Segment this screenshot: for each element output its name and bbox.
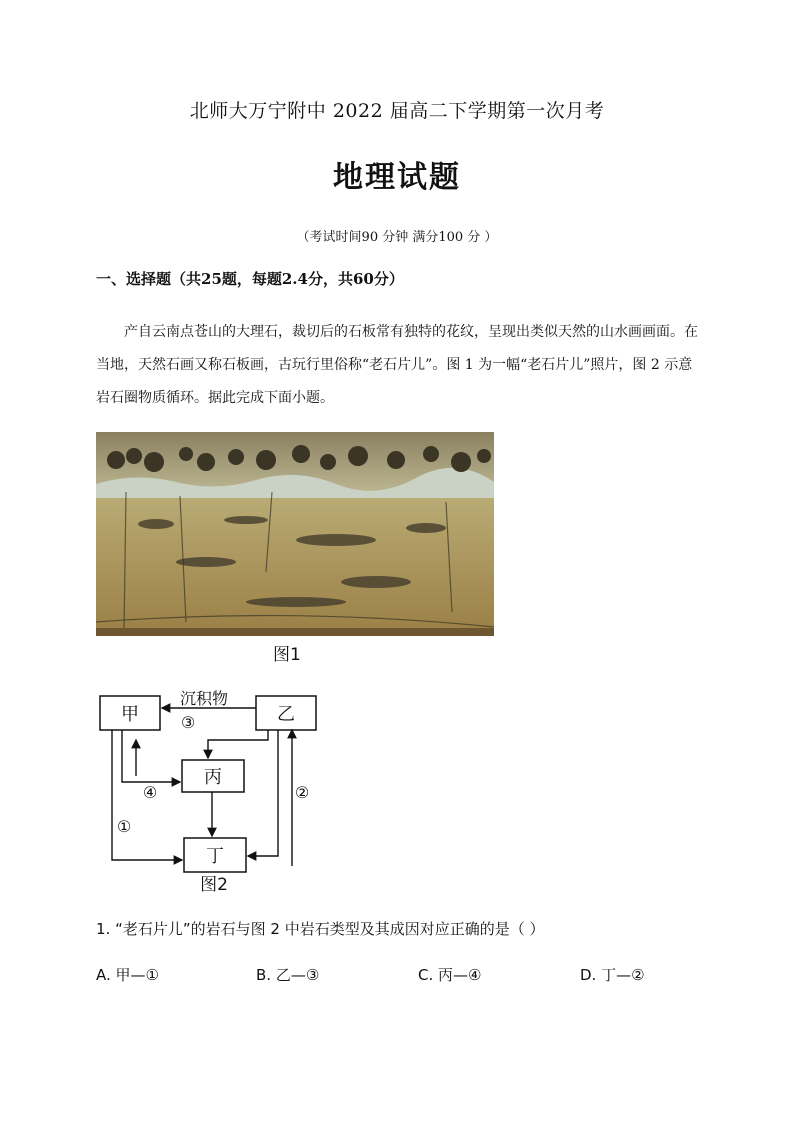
section-heading: 一、选择题（共25题，每题2.4分，共60分）: [96, 270, 404, 288]
node-yi-label: 乙: [277, 704, 295, 725]
exam-header: 北师大万宁附中 2022 届高二下学期第一次月考: [189, 100, 605, 122]
rock-cycle-diagram: [92, 684, 332, 894]
marble-stone-photo: [96, 432, 494, 636]
intro-paragraph: 产自云南点苍山的大理石，裁切后的石板常有独特的花纹，呈现出类似天然的山水画画面。在当地，天然石画又称石板画，古玩行里俗称“老石片儿”。图 1 为一幅“老石片儿”照片，图 2 示意岩石圈物质循环。据此完成下面小题。: [96, 324, 698, 406]
option-a[interactable]: A. 甲—①: [96, 966, 159, 984]
subject-title: 地理试题: [333, 160, 461, 195]
mark-4: ④: [142, 783, 158, 802]
node-ding-label: 丁: [206, 846, 224, 867]
mark-2: ②: [294, 783, 310, 802]
node-bing-label: 丙: [204, 767, 222, 788]
option-d[interactable]: D. 丁—②: [580, 966, 645, 984]
figure1-caption: 图1: [273, 645, 301, 665]
sediment-label: 沉积物: [179, 689, 229, 708]
question-1-stem: 1. “老石片儿”的岩石与图 2 中岩石类型及其成因对应正确的是（ ）: [96, 920, 545, 938]
exam-time-note: （考试时间90 分钟 满分100 分 ）: [296, 230, 498, 245]
option-c[interactable]: C. 丙—④: [418, 966, 482, 984]
node-jia-label: 甲: [121, 704, 139, 725]
mark-1: ①: [116, 817, 132, 836]
option-b[interactable]: B. 乙—③: [256, 966, 320, 984]
figure2-caption: 图2: [200, 875, 228, 894]
mark-3: ③: [180, 713, 196, 732]
